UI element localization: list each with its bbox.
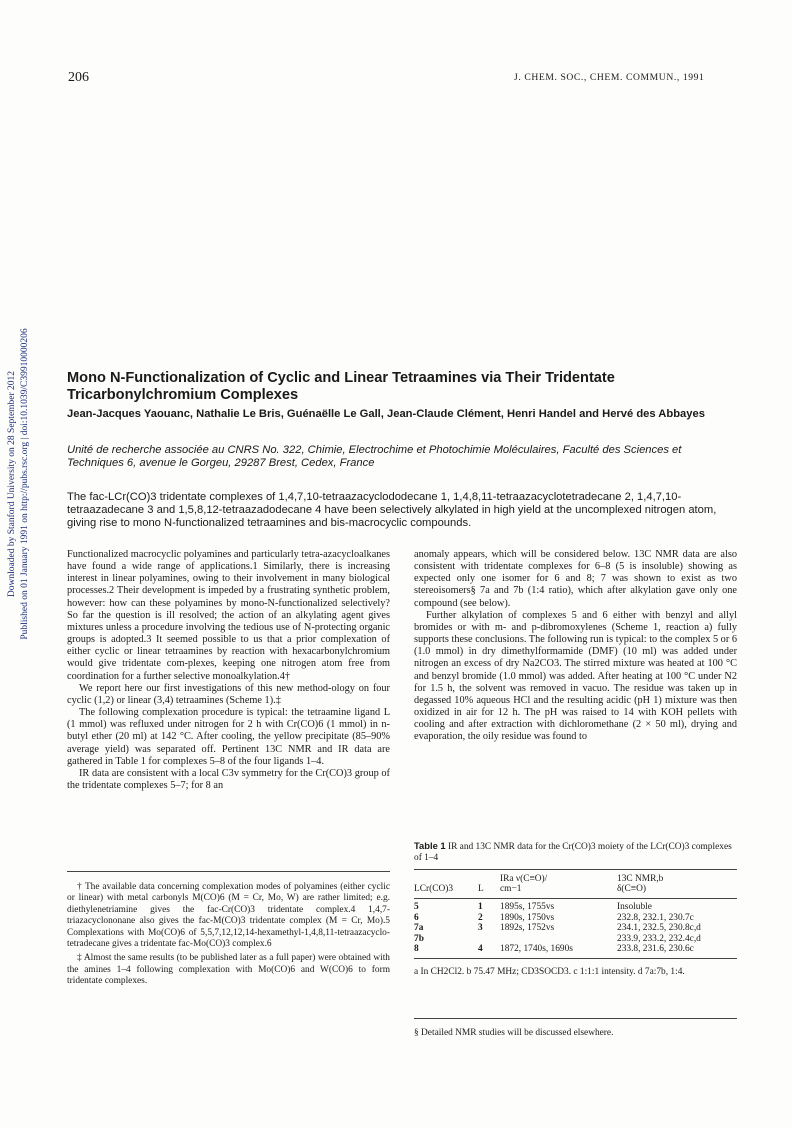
- body-paragraph: Further alkylation of complexes 5 and 6 either with benzyl and allyl bromides or with m- and p-dibromoxylenes (Scheme 1, reaction a) fully supports these conclusions. The following run is typical: to the complex 5 or 6 (1.0 mmol) in dry dimethylformamide (DMF) (10 ml) was added under nitrogen an excess of dry Na2CO3. The stirred mixture was heated at 100 °C and benzyl bromide (1.0 mmol) was added. After heating at 100 °C under N2 for 1.5 h, the solvent was removed in vacuo. The residue was taken up in degassed 10% aqueous HCl and the resulting acidic (pH 1) mixture was then oxidized in air for 12 h. The pH was raised to 14 with KOH pellets with cooling and after extraction with dichloromethane (2 × 50 ml), drying and evaporation, the oily residue was found to: [414, 609, 737, 743]
- table-row: [414, 944, 737, 958]
- cell-ligand: 1: [478, 902, 483, 912]
- cell-ligand: 3: [478, 923, 483, 934]
- table-1: [414, 840, 737, 978]
- table-header-row: [414, 870, 737, 898]
- body-paragraph: The following complexation procedure is typical: the tetraamine ligand L (1 mmol) was refluxed under nitrogen for 2 h with Cr(CO)6 (1 mmol) in n-butyl ether (20 ml) at 142 °C. After cooling, the yellow precipitate (85–90% average yield) was separated off. Pertinent 13C NMR and IR data are gathered in Table 1 for complexes 5–8 of the four ligands 1–4.: [67, 707, 390, 767]
- cell-ligand: [478, 934, 500, 945]
- download-line[interactable]: Downloaded by Stanford University on 28 September 2012: [7, 370, 17, 598]
- cell-ligand: 4: [478, 944, 483, 955]
- cell-ligand: 2: [478, 912, 483, 923]
- body-paragraph: We report here our first investigations of this new method-ology on four cyclic (1,2) or linear (3,4) tetraamines (Scheme 1).‡: [67, 682, 390, 706]
- table-notes: a In CH2Cl2. b 75.47 MHz; CD3SOCD3. c 1:1:1 intensity. d 7a:7b, 1:4.: [414, 966, 685, 977]
- cell-complex: 8: [414, 944, 419, 955]
- header-complex: LCr(CO)3: [414, 884, 454, 895]
- cell-complex: 7b: [414, 933, 424, 944]
- cell-nmr: Insoluble: [617, 902, 652, 912]
- cell-ir: 1892s, 1752vs: [500, 923, 555, 934]
- body-column-left: [67, 549, 390, 792]
- table-caption-text: IR and 13C NMR data for the Cr(CO)3 moiety of the LCr(CO)3 complexes of 1–4: [414, 842, 732, 864]
- cell-nmr: 233.8, 231.6, 230.6c: [617, 944, 694, 955]
- body-column-right: [414, 549, 737, 744]
- published-line[interactable]: Published on 01 January 1991 on http://pubs.rsc.org | doi:10.1039/C39910000206: [20, 328, 30, 640]
- cell-complex: 5: [414, 902, 419, 912]
- table-caption: [414, 840, 737, 865]
- header-nmr-unit: δ(C≡O): [617, 884, 646, 895]
- page-number: 206: [68, 70, 89, 85]
- cell-nmr: 232.8, 232.1, 230.7c: [617, 912, 694, 923]
- download-sidebar: [6, 274, 34, 694]
- header-ir-unit: cm−1: [500, 884, 522, 895]
- table-row: [414, 934, 737, 945]
- data-table: [414, 870, 737, 958]
- header-ir: IRa ν(C≡O)/: [500, 873, 548, 884]
- cell-ir: 1890s, 1750vs: [500, 912, 555, 923]
- table-bottom-rule: [414, 958, 737, 959]
- header-nmr: 13C NMR,b: [617, 873, 664, 884]
- journal-header: J. CHEM. SOC., CHEM. COMMUN., 1991: [514, 72, 705, 83]
- cell-nmr: 233.9, 233.2, 232.4c,d: [617, 933, 701, 944]
- body-paragraph: Functionalized macrocyclic polyamines and particularly tetra-azacycloalkanes have found a wide range of applications.1 Similarly, there is increasing interest in linear polyamines, owing to their involvement in many biological processes.2 Their development is impeded by a frustrating synthetic problem, however: how can these polyamines by mono-N-functionalized selectively? So far the question is ill resolved; the action of an alkylating agent gives mixtures unless a procedure involving the tedious use of N-protecting organic groups is adopted.3 It seemed possible to us that a prior complexation of either cyclic or linear tetraamines by reaction with hexacarbonylchromium would give tridentate com-plexes, keeping one nitrogen atom free from coordination for a further selective monoalkylation.4†: [67, 549, 390, 682]
- footnote: † The available data concerning complexation modes of polyamines (either cyclic or linear) with metal carbonyls M(CO)6 (M = Cr, Mo, W) are rather limited; e.g. diethylenetriamine gives the fac-Cr(CO)3 tridentate complex.4 1,4,7-triazacyclononane also gives the fac-M(CO)3 tridentate complex (M = Cr, Mo).5 Complexations with Mo(CO)6 of 5,5,7,12,12,14-hexamethyl-1,4,8,11-tetraazacyclo-tetradecane gives a tridentate fac-Mo(CO)3 complex.6: [67, 882, 390, 950]
- cell-ir: 1895s, 1755vs: [500, 902, 555, 912]
- cell-nmr: 234.1, 232.5, 230.8c,d: [617, 923, 701, 934]
- cell-ir: 1872, 1740s, 1690s: [500, 944, 573, 955]
- article-affiliation: Unité de recherche associée au CNRS No. 322, Chimie, Electrochime et Photochimie Moléculaires, Faculté des Sciences et Techniques 6, avenue le Gorgeu, 29287 Brest, Cedex, France: [67, 444, 682, 470]
- table-row: [414, 923, 737, 934]
- body-paragraph: IR data are consistent with a local C3v symmetry for the Cr(CO)3 group of the tridentate complexes 5–7; for 8 an: [67, 767, 390, 791]
- cell-complex: 6: [414, 912, 419, 923]
- table-row: [414, 899, 737, 913]
- article-authors: Jean-Jacques Yaouanc, Nathalie Le Bris, Guénaëlle Le Gall, Jean-Claude Clément, Henri Handel and Hervé des Abbayes: [67, 408, 705, 420]
- table-label: Table 1: [414, 840, 446, 851]
- footnote: ‡ Almost the same results (to be published later as a full paper) were obtained with the amines 1–4 following complexation with Mo(CO)6 and W(CO)6 to form tridentate complexes.: [67, 953, 390, 987]
- article-abstract: The fac-LCr(CO)3 tridentate complexes of 1,4,7,10-tetraazacyclododecane 1, 1,4,8,11-tetraazacyclotetradecane 2, 1,4,7,10-tetraazadecane 3 and 1,5,8,12-tetraazadodecane 4 have been selectively alkylated in high yield at the uncomplexed nitrogen atom, giving rise to mono N-functionalized tetraamines and bis-macrocyclic compounds.: [67, 491, 717, 530]
- footnote-divider: [67, 871, 390, 872]
- footnotes: [67, 882, 390, 991]
- footnote: § Detailed NMR studies will be discussed elsewhere.: [414, 1028, 614, 1038]
- footnote-divider: [414, 1018, 737, 1019]
- table-row: [414, 913, 737, 924]
- body-paragraph: anomaly appears, which will be considered below. 13C NMR data are also consistent with tridentate complexes for 6–8 (5 is insoluble) showing as expected only one isomer for 6 and 8; 7 was shown to exist as two stereoisomers§ 7a and 7b (1:4 ratio), which after alkylation gave only one compound (see below).: [414, 549, 737, 609]
- cell-ir: [500, 934, 617, 945]
- header-ligand: L: [478, 884, 484, 895]
- article-title: Mono N-Functionalization of Cyclic and Linear Tetraamines via Their Tridentate Tricarbonylchromium Complexes: [67, 370, 615, 403]
- cell-complex: 7a: [414, 923, 424, 934]
